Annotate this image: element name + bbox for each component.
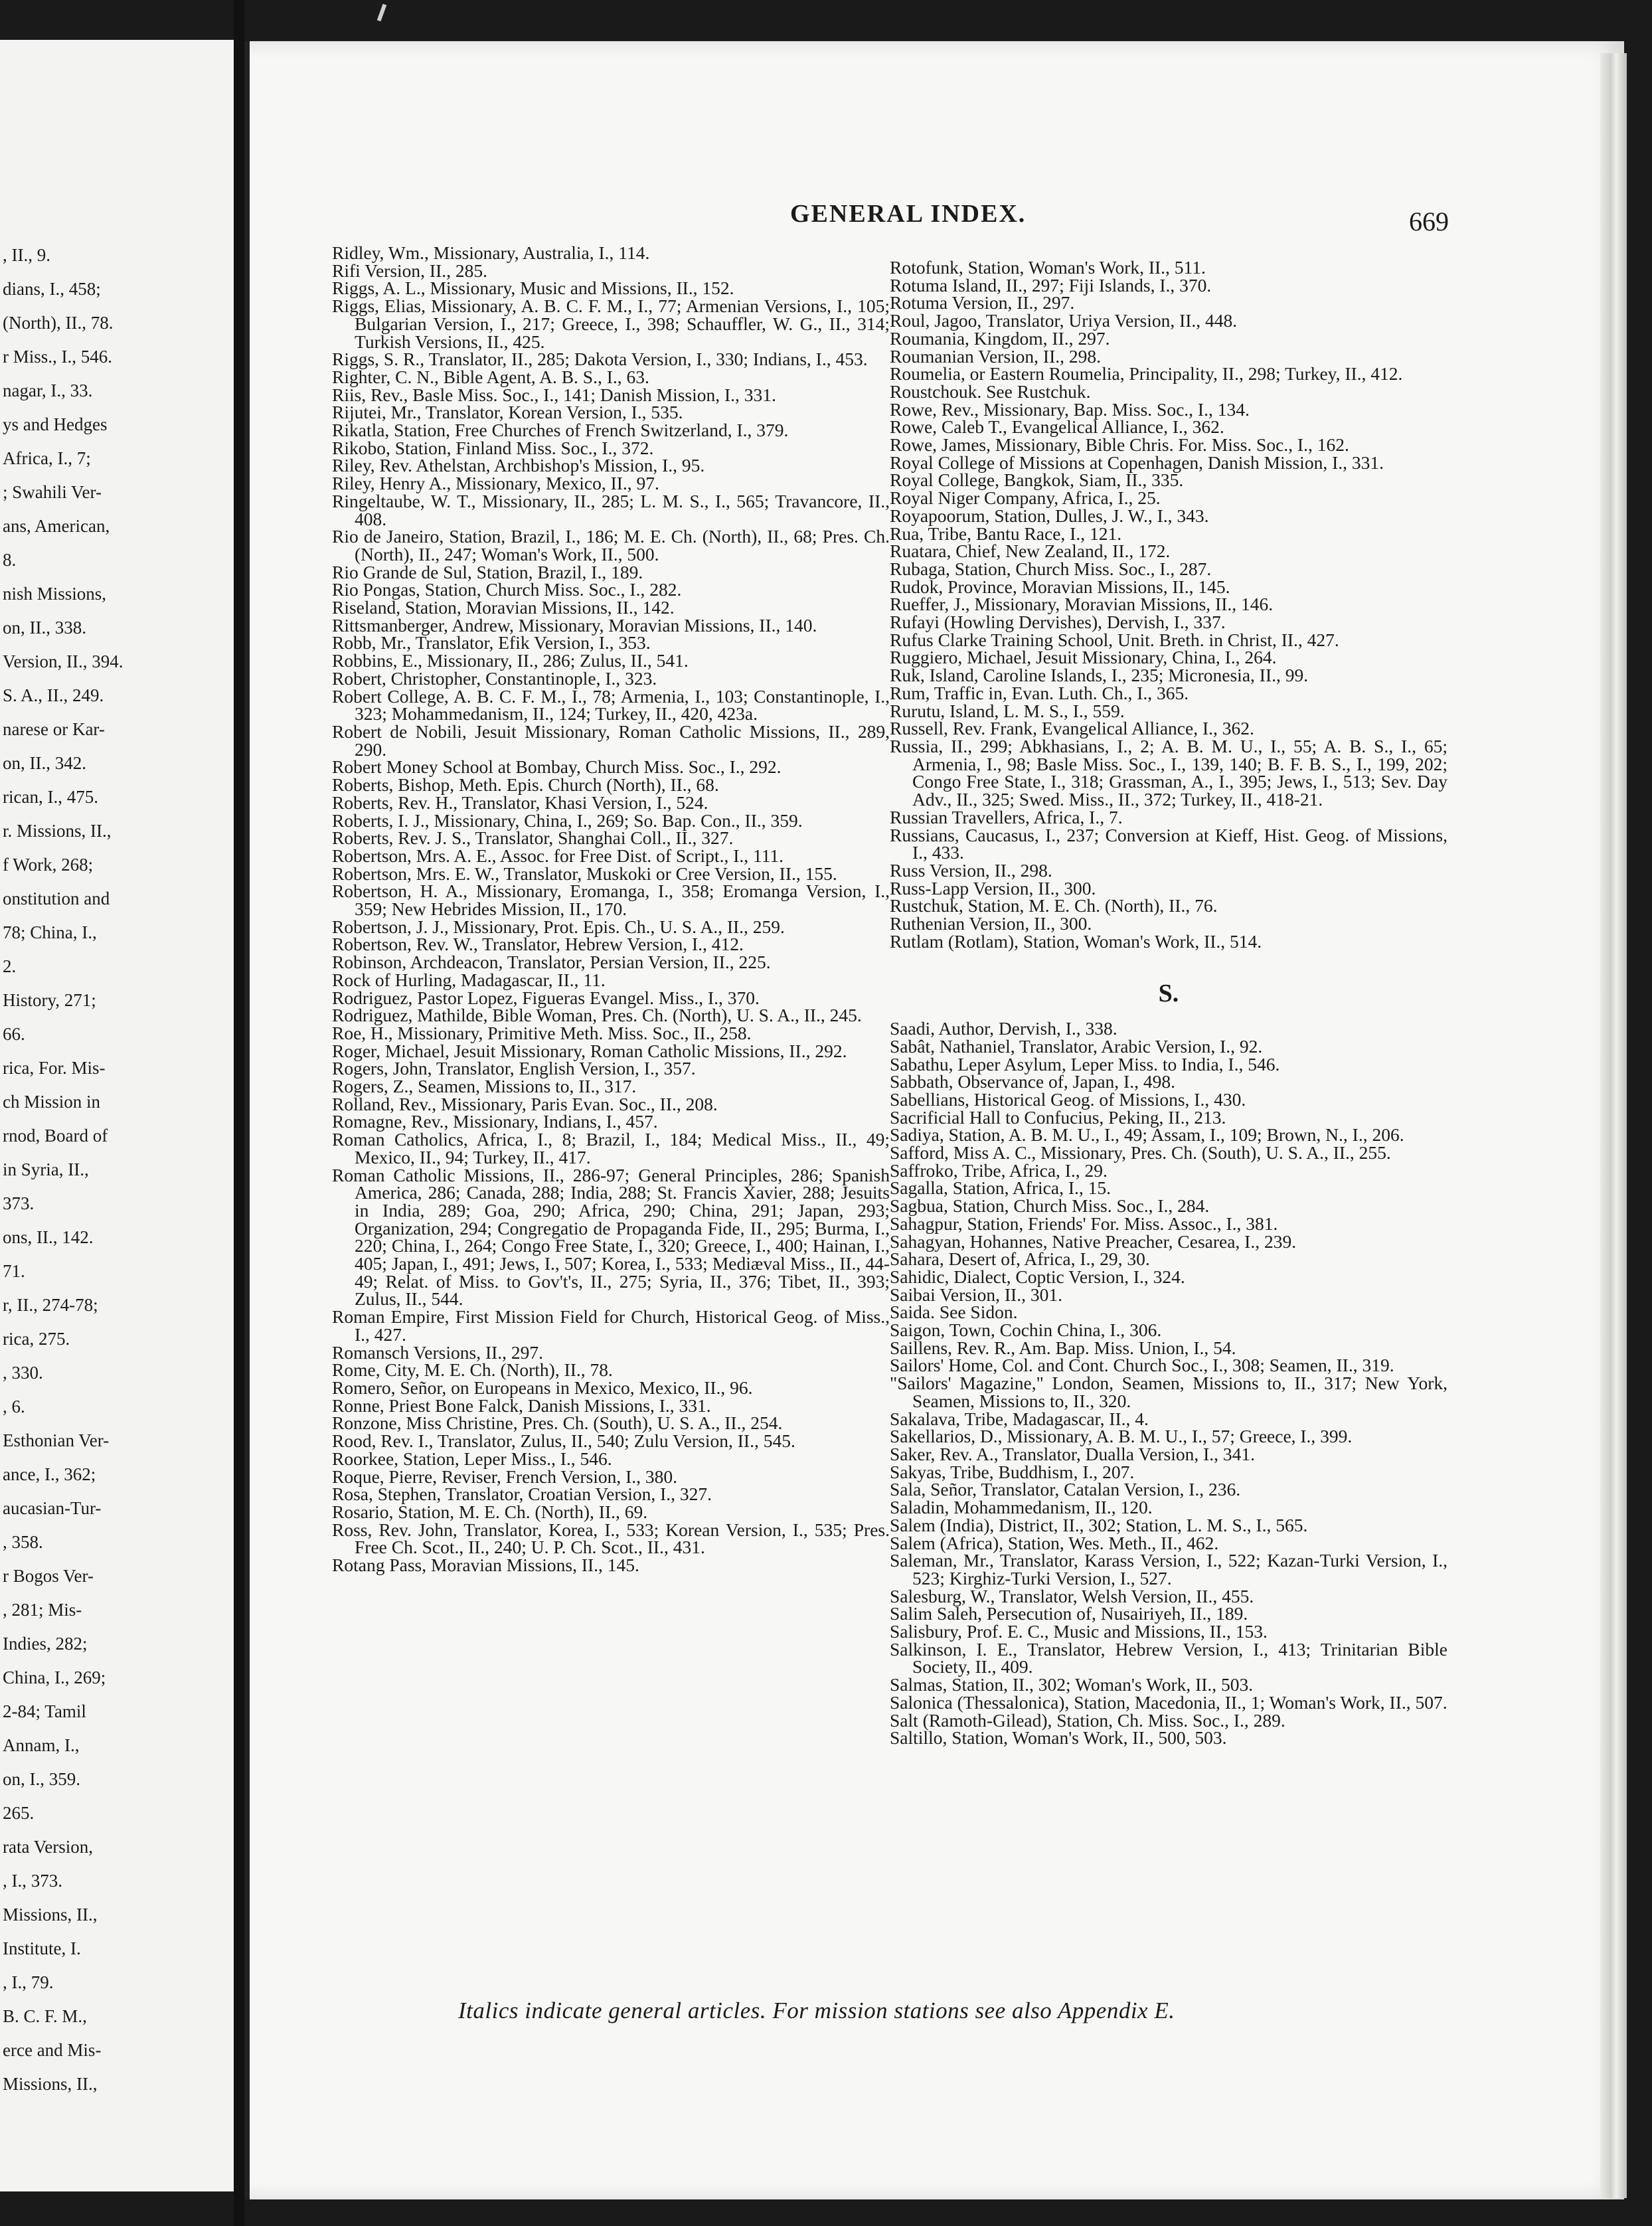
index-entry: Romagne, Rev., Missionary, Indians, I., 457. [332,1111,658,1132]
section-letter: S. [1158,980,1179,1008]
index-entry: Rua, Tribe, Bantu Race, I., 121. [890,523,1122,544]
index-entry: Rogers, Z., Seamen, Missions to, II., 317. [332,1076,637,1097]
index-entry: Roberts, I. J., Missionary, China, I., 269; So. Bap. Con., II., 359. [332,810,803,831]
index-entry: Saker, Rev. A., Translator, Dualla Version, I., 341. [890,1444,1256,1464]
index-entry: Ross, Rev. John, Translator, Korea, I., 533; Korean Version, I., 535; Pres. Free Ch. Scot., II., 240; U. P. Ch. Scot., II., 431. [332,1519,890,1558]
index-entry: Salmas, Station, II., 302; Woman's Work, II., 503. [890,1674,1254,1695]
index-entry: Rowe, Caleb T., Evangelical Alliance, I., 362. [890,416,1224,438]
index-entry: Rubaga, Station, Church Miss. Soc., I., 287. [890,558,1212,579]
index-entry: Rudok, Province, Moravian Missions, II., 145. [890,576,1230,597]
index-entry: Saida. See Sidon. [890,1302,1018,1323]
index-entry: Rio de Janeiro, Station, Brazil, I., 186; M. E. Ch. (North), II., 68; Pres. Ch. (North), II., 247; Woman's Work, II., 500. [332,526,890,564]
scan-mark [377,4,387,21]
index-entry: Rolland, Rev., Missionary, Paris Evan. Soc., II., 208. [332,1093,718,1114]
index-entry: Rikobo, Station, Finland Miss. Soc., I., 372. [332,437,654,458]
facing-page-text: nagar, I., 33. [3,381,93,400]
index-entry: Robertson, H. A., Missionary, Eromanga, I., 358; Eromanga Version, I., 359; New Hebrides Mission, II., 170. [332,881,890,920]
index-entry: Roger, Michael, Jesuit Missionary, Roman Catholic Missions, II., 292. [332,1040,847,1061]
facing-page-text: Annam, I., [3,1735,80,1755]
index-entry: Rome, City, M. E. Ch. (North), II., 78. [332,1359,613,1381]
index-entry: Rogers, John, Translator, English Version, I., 357. [332,1058,696,1079]
index-entry: Royal Niger Company, Africa, I., 25. [890,487,1161,509]
index-entry: Salem (India), District, II., 302; Station, L. M. S., I., 565. [890,1514,1308,1535]
index-entry: Rio Pongas, Station, Church Miss. Soc., I., 282. [332,579,682,600]
facing-page-text: on, I., 359. [3,1769,80,1789]
index-entry: Saltillo, Station, Woman's Work, II., 500, 503. [890,1727,1227,1749]
index-entry: Robert Money School at Bombay, Church Miss. Soc., I., 292. [332,756,782,778]
index-entry: Romansch Versions, II., 297. [332,1341,544,1363]
index-entry: Roman Empire, First Mission Field for Church, Historical Geog. of Miss., I., 427. [332,1306,890,1345]
index-entry: Riggs, S. R., Translator, II., 285; Dakota Version, I., 330; Indians, I., 453. [332,349,868,370]
facing-page-text: , 6. [3,1397,25,1416]
index-entry: Rotuma Version, II., 297. [890,292,1075,313]
facing-page-text: 2. [3,956,17,976]
index-entry: Roberts, Bishop, Meth. Epis. Church (North), II., 68. [332,774,719,796]
index-entry: Sahidic, Dialect, Coptic Version, I., 324. [890,1266,1185,1287]
facing-page-text: in Syria, II., [3,1159,89,1179]
facing-page-text: History, 271; [3,990,96,1010]
index-entry: Royal College, Bangkok, Siam, II., 335. [890,470,1184,491]
index-entry: Saadi, Author, Dervish, I., 338. [890,1018,1117,1039]
index-entry: Salkinson, I. E., Translator, Hebrew Version, I., 413; Trinitarian Bible Society, II., 409. [890,1638,1447,1677]
index-entry: Sakyas, Tribe, Buddhism, I., 207. [890,1461,1135,1482]
index-entry: Saigon, Town, Cochin China, I., 306. [890,1320,1162,1341]
index-entry: Sabellians, Historical Geog. of Missions, I., 430. [890,1088,1246,1110]
index-entry: Roumania, Kingdom, II., 297. [890,327,1110,349]
index-column-left [332,244,890,1575]
index-entry: Salt (Ramoth-Gilead), Station, Ch. Miss. Soc., I., 289. [890,1709,1285,1731]
index-entry: Ruggiero, Michael, Jesuit Missionary, China, I., 264. [890,647,1277,668]
index-entry: Royapoorum, Station, Dulles, J. W., I., 343. [890,505,1209,526]
index-entry: Sabât, Nathaniel, Translator, Arabic Version, I., 92. [890,1035,1263,1057]
index-entry: Robertson, Mrs. A. E., Assoc. for Free Dist. of Script., I., 111. [332,845,784,866]
index-entry: Sagbua, Station, Church Miss. Soc., I., 284. [890,1195,1210,1217]
index-entry: Sabathu, Leper Asylum, Leper Miss. to India, I., 546. [890,1053,1280,1074]
index-entry: Rowe, James, Missionary, Bible Chris. For. Miss. Soc., I., 162. [890,434,1349,456]
book-gutter [234,0,244,2226]
index-entry: Robinson, Archdeacon, Translator, Persian Version, II., 225. [332,952,771,973]
index-entry: Rijutei, Mr., Translator, Korean Version, I., 535. [332,402,683,423]
facing-page-text: ons, II., 142. [3,1227,94,1247]
index-entry: Rufus Clarke Training School, Unit. Breth. in Christ, II., 427. [890,629,1339,650]
index-entry: Russell, Rev. Frank, Evangelical Alliance, I., 362. [890,718,1254,739]
index-entry: Russia, II., 299; Abkhasians, I., 2; A. B. M. U., I., 55; A. B. S., I., 65; Armenia, I., 98; Basle Miss. Soc., I., 139, 140; B. F. B. S., I., 199, 202; Congo Free State, I., 318; Grassman, A., I., 395; Jews, I., 513; Sev. Day Adv., II., 325; Swed. Miss., II., 372; Turkey, II., 418-21. [890,735,1447,810]
index-entry: Rutlam (Rotlam), Station, Woman's Work, II., 514. [890,930,1262,952]
index-entry: Roque, Pierre, Reviser, French Version, I., 380. [332,1466,678,1487]
index-entry: Ruthenian Version, II., 300. [890,913,1092,934]
index-entry: Sahagyan, Hohannes, Native Preacher, Cesarea, I., 239. [890,1231,1297,1252]
index-entry: Roul, Jagoo, Translator, Uriya Version, II., 448. [890,310,1238,331]
index-entry: Sahagpur, Station, Friends' For. Miss. Assoc., I., 381. [890,1213,1278,1234]
facing-page-text: rica, For. Mis- [3,1058,106,1078]
facing-page-text: , 281; Mis- [3,1600,82,1620]
index-entry: Roe, H., Missionary, Primitive Meth. Miss. Soc., II., 258. [332,1022,752,1043]
index-entry: Rotang Pass, Moravian Missions, II., 145. [332,1555,639,1576]
index-entry: Saibai Version, II., 301. [890,1284,1062,1305]
index-entry: "Sailors' Magazine," London, Seamen, Missions to, II., 317; New York, Seamen, Missions to, II., 320. [890,1373,1447,1411]
index-entry: Rock of Hurling, Madagascar, II., 11. [332,969,606,990]
index-entry: Saffroko, Tribe, Africa, I., 29. [890,1159,1108,1181]
facing-page-text: Indies, 282; [3,1634,88,1654]
facing-page-text: nish Missions, [3,584,107,604]
index-entry: Rustchuk, Station, M. E. Ch. (North), II., 76. [890,895,1218,916]
index-entry: Sahara, Desert of, Africa, I., 29, 30. [890,1248,1150,1270]
index-entry: Robertson, Rev. W., Translator, Hebrew Version, I., 412. [332,934,744,955]
facing-page-text: Institute, I. [3,1938,81,1958]
facing-page-text: Missions, II., [3,1905,98,1925]
index-entry: Rufayi (Howling Dervishes), Dervish, I., 337. [890,612,1226,633]
page-edge [1600,53,1627,2198]
index-entry: Russians, Caucasus, I., 237; Conversion at Kieff, Hist. Geog. of Missions, I., 433. [890,824,1447,863]
index-entry: Salisbury, Prof. E. C., Music and Missions, II., 153. [890,1621,1268,1642]
facing-page-text: S. A., II., 249. [3,685,104,705]
index-entry: Riseland, Station, Moravian Missions, II., 142. [332,597,675,618]
facing-page-text: r Miss., I., 546. [3,347,113,367]
page-number: 669 [1409,207,1449,236]
index-entry: Sacrificial Hall to Confucius, Peking, II., 213. [890,1106,1226,1128]
index-entry: Rikatla, Station, Free Churches of French Switzerland, I., 379. [332,420,789,441]
facing-page-text: onstitution and [3,889,110,908]
index-entry: Sakalava, Tribe, Madagascar, II., 4. [890,1408,1149,1429]
index-entry: Rio Grande de Sul, Station, Brazil, I., 189. [332,561,643,582]
index-entry: Roberts, Rev. J. S., Translator, Shanghai Coll., II., 327. [332,827,734,849]
index-entry: Roman Catholic Missions, II., 286-97; General Principles, 286; Spanish America, 286; Canada, 288; India, 288; St. Francis Xavier, 288; Jesuits in India, 289; Goa, 290; Africa, 290; China, 291; Japan, 293; Organization, 294; Congregatio de Propaganda Fide, II., 295; Burma, I., 220; China, I., 264; Congo Free State, I., 320; Greece, I., 400; Hainan, I., 405; Japan, I., 491; Jews, I., 507; Korea, I., 533; Mediæval Miss., II., 44-49; Relat. of Miss. to Gov't's, II., 275; Syria, II., 376; Tibet, II., 393; Zulus, II., 544. [332,1164,890,1310]
facing-page-text: 373. [3,1193,35,1213]
facing-page-text: China, I., 269; [3,1668,106,1687]
facing-page-text: on, II., 338. [3,618,86,638]
facing-page-text: , 358. [3,1532,43,1552]
index-entry: Rotuma Island, II., 297; Fiji Islands, I., 370. [890,274,1212,296]
facing-page-text: f Work, 268; [3,855,94,875]
facing-page-text: Version, II., 394. [3,651,124,671]
facing-page-text: erce and Mis- [3,2040,102,2060]
facing-page-text: rica, 275. [3,1329,70,1349]
index-entry: Safford, Miss A. C., Missionary, Pres. Ch. (South), U. S. A., II., 255. [890,1142,1391,1163]
facing-page-text: 71. [3,1261,25,1281]
facing-page-text: (North), II., 78. [3,313,114,333]
index-entry: Salonica (Thessalonica), Station, Macedonia, II., 1; Woman's Work, II., 507. [890,1691,1447,1713]
facing-page-text: 66. [3,1024,25,1044]
index-entry: Roman Catholics, Africa, I., 8; Brazil, I., 184; Medical Miss., II., 49; Mexico, II., 94; Turkey, II., 417. [332,1129,890,1167]
facing-page-text: on, II., 342. [3,753,86,773]
index-entry: Robert College, A. B. C. F. M., I., 78; Armenia, I., 103; Constantinople, I., 323; Mohammedanism, II., 124; Turkey, II., 420, 423a. [332,685,890,725]
index-entry: Rotofunk, Station, Woman's Work, II., 511. [890,257,1206,278]
index-entry: Ruk, Island, Caroline Islands, I., 235; Micronesia, II., 99. [890,665,1309,686]
index-entry: Robert, Christopher, Constantinople, I., 323. [332,667,657,689]
index-entry: Rowe, Rev., Missionary, Bap. Miss. Soc., I., 134. [890,398,1250,420]
facing-page-text: rnod, Board of [3,1126,108,1146]
footer-note: Italics indicate general articles. For mission stations see also Appendix E. [458,1998,1175,2023]
index-entry: Roorkee, Station, Leper Miss., I., 546. [332,1448,612,1469]
page-title: GENERAL INDEX. [790,200,1027,228]
index-entry: Russ-Lapp Version, II., 300. [890,877,1096,899]
index-entry: Sala, Señor, Translator, Catalan Version, I., 236. [890,1479,1241,1500]
index-entry: Robbins, E., Missionary, II., 286; Zulus, II., 541. [332,650,689,671]
index-entry: Russ Version, II., 298. [890,859,1052,881]
index-entry: Russian Travellers, Africa, I., 7. [890,806,1123,827]
index-entry: Rosa, Stephen, Translator, Croatian Version, I., 327. [332,1484,712,1505]
index-entry: Ridley, Wm., Missionary, Australia, I., 114. [332,242,650,263]
index-entry: Salesburg, W., Translator, Welsh Version, II., 455. [890,1585,1254,1606]
facing-page-text: ans, American, [3,516,110,536]
index-entry: Ringeltaube, W. T., Missionary, II., 285; L. M. S., I., 565; Travancore, II., 408. [332,490,890,529]
facing-page-text: narese or Kar- [3,719,105,739]
index-entry: Robb, Mr., Translator, Efik Version, I., 353. [332,632,651,653]
index-entry: Rosario, Station, M. E. Ch. (North), II., 69. [332,1501,648,1522]
facing-page-fragment [0,40,238,2191]
index-entry: Righter, C. N., Bible Agent, A. B. S., I., 63. [332,366,649,387]
index-entry: Robertson, J. J., Missionary, Prot. Epis. Ch., U. S. A., II., 259. [332,916,785,937]
index-entry: Royal College of Missions at Copenhagen, Danish Mission, I., 331. [890,452,1384,473]
facing-page-text: r, II., 274-78; [3,1295,98,1315]
index-entry: Sabbath, Observance of, Japan, I., 498. [890,1071,1175,1092]
index-entry: Ronzone, Miss Christine, Pres. Ch. (South), U. S. A., II., 254. [332,1413,783,1434]
index-entry: Sagalla, Station, Africa, I., 15. [890,1177,1111,1199]
facing-page-text: ys and Hedges [3,414,108,434]
facing-page-text: , I., 373. [3,1871,62,1891]
index-entry: Salem (Africa), Station, Wes. Meth., II., 462. [890,1532,1219,1553]
index-entry: Rueffer, J., Missionary, Moravian Missions, II., 146. [890,594,1274,615]
index-entry: Riis, Rev., Basle Miss. Soc., I., 141; Danish Mission, I., 331. [332,384,776,405]
index-entry: Sadiya, Station, A. B. M. U., I., 49; Assam, I., 109; Brown, N., I., 206. [890,1124,1404,1146]
index-entry: Roustchouk. See Rustchuk. [890,381,1091,402]
index-entry: Salim Saleh, Persecution of, Nusairiyeh, II., 189. [890,1603,1248,1624]
facing-page-text: aucasian-Tur- [3,1498,102,1518]
index-entry: Roberts, Rev. H., Translator, Khasi Version, I., 524. [332,792,708,813]
index-entry: Ronne, Priest Bone Falck, Danish Missions, I., 331. [332,1395,711,1416]
index-entry: Riley, Rev. Athelstan, Archbishop's Mission, I., 95. [332,455,705,476]
index-entry: Romero, Señor, on Europeans in Mexico, Mexico, II., 96. [332,1377,753,1398]
facing-page-text: rata Version, [3,1837,93,1857]
facing-page-text: ch Mission in [3,1092,101,1112]
index-entry: Ruatara, Chief, New Zealand, II., 172. [890,541,1171,562]
facing-page-text: , I., 79. [3,1972,54,1992]
facing-page-text: r. Missions, II., [3,821,112,841]
facing-page-text: ance, I., 362; [3,1464,96,1484]
index-entry: Rum, Traffic in, Evan. Luth. Ch., I., 365. [890,682,1189,703]
facing-page-text: B. C. F. M., [3,2006,87,2026]
index-entry: Riggs, Elias, Missionary, A. B. C. F. M., I., 77; Armenian Versions, I., 105; Bulgarian Version, I., 217; Greece, I., 398; Schauffler, W. G., II., 314; Turkish Versions, II., 425. [332,296,890,352]
index-entry: Riggs, A. L., Missionary, Music and Missions, II., 152. [332,278,734,299]
facing-page-text: Africa, I., 7; [3,448,91,468]
index-entry: Robertson, Mrs. E. W., Translator, Muskoki or Cree Version, II., 155. [332,863,837,884]
facing-page-text: ; Swahili Ver- [3,482,102,502]
index-entry: Rifi Version, II., 285. [332,260,487,281]
index-entry: Roumelia, or Eastern Roumelia, Principality, II., 298; Turkey, II., 412. [890,363,1403,385]
index-entry: Robert de Nobili, Jesuit Missionary, Roman Catholic Missions, II., 289, 290. [332,721,890,760]
facing-page-text: , II., 9. [3,245,50,265]
index-entry: Sakellarios, D., Missionary, A. B. M. U., I., 57; Greece, I., 399. [890,1426,1353,1447]
index-entry: Sailors' Home, Col. and Cont. Church Soc., I., 308; Seamen, II., 319. [890,1355,1394,1376]
index-column-right [890,259,1447,1747]
index-entry: Rood, Rev. I., Translator, Zulus, II., 540; Zulu Version, II., 545. [332,1430,795,1452]
index-entry: Rodriguez, Pastor Lopez, Figueras Evangel. Miss., I., 370. [332,987,760,1008]
facing-page-text: r Bogos Ver- [3,1566,94,1586]
facing-page-text: 8. [3,550,17,570]
index-entry: Saladin, Mohammedanism, II., 120. [890,1497,1153,1518]
facing-page-text: , 330. [3,1363,43,1383]
facing-page-text: 2-84; Tamil [3,1701,86,1721]
facing-page-text: rican, I., 475. [3,787,98,807]
index-entry: Roumanian Version, II., 298. [890,345,1101,367]
index-entry: Rurutu, Island, L. M. S., I., 559. [890,700,1125,721]
facing-page-text: dians, I., 458; [3,279,101,299]
index-entry: Rodriguez, Mathilde, Bible Woman, Pres. Ch. (North), U. S. A., II., 245. [332,1005,862,1026]
facing-page-text: Esthonian Ver- [3,1430,110,1450]
index-entry: Riley, Henry A., Missionary, Mexico, II., 97. [332,473,659,494]
index-entry: Saillens, Rev. R., Am. Bap. Miss. Union, I., 54. [890,1337,1236,1358]
facing-page-text: 265. [3,1803,35,1823]
facing-page-text: Missions, II., [3,2074,98,2094]
facing-page-text: 78; China, I., [3,922,97,942]
index-entry: Saleman, Mr., Translator, Karass Version, I., 522; Kazan-Turki Version, I., 523; Kirghiz-Turki Version, I., 527. [890,1550,1447,1588]
index-entry: Rittsmanberger, Andrew, Missionary, Moravian Missions, II., 140. [332,614,817,636]
